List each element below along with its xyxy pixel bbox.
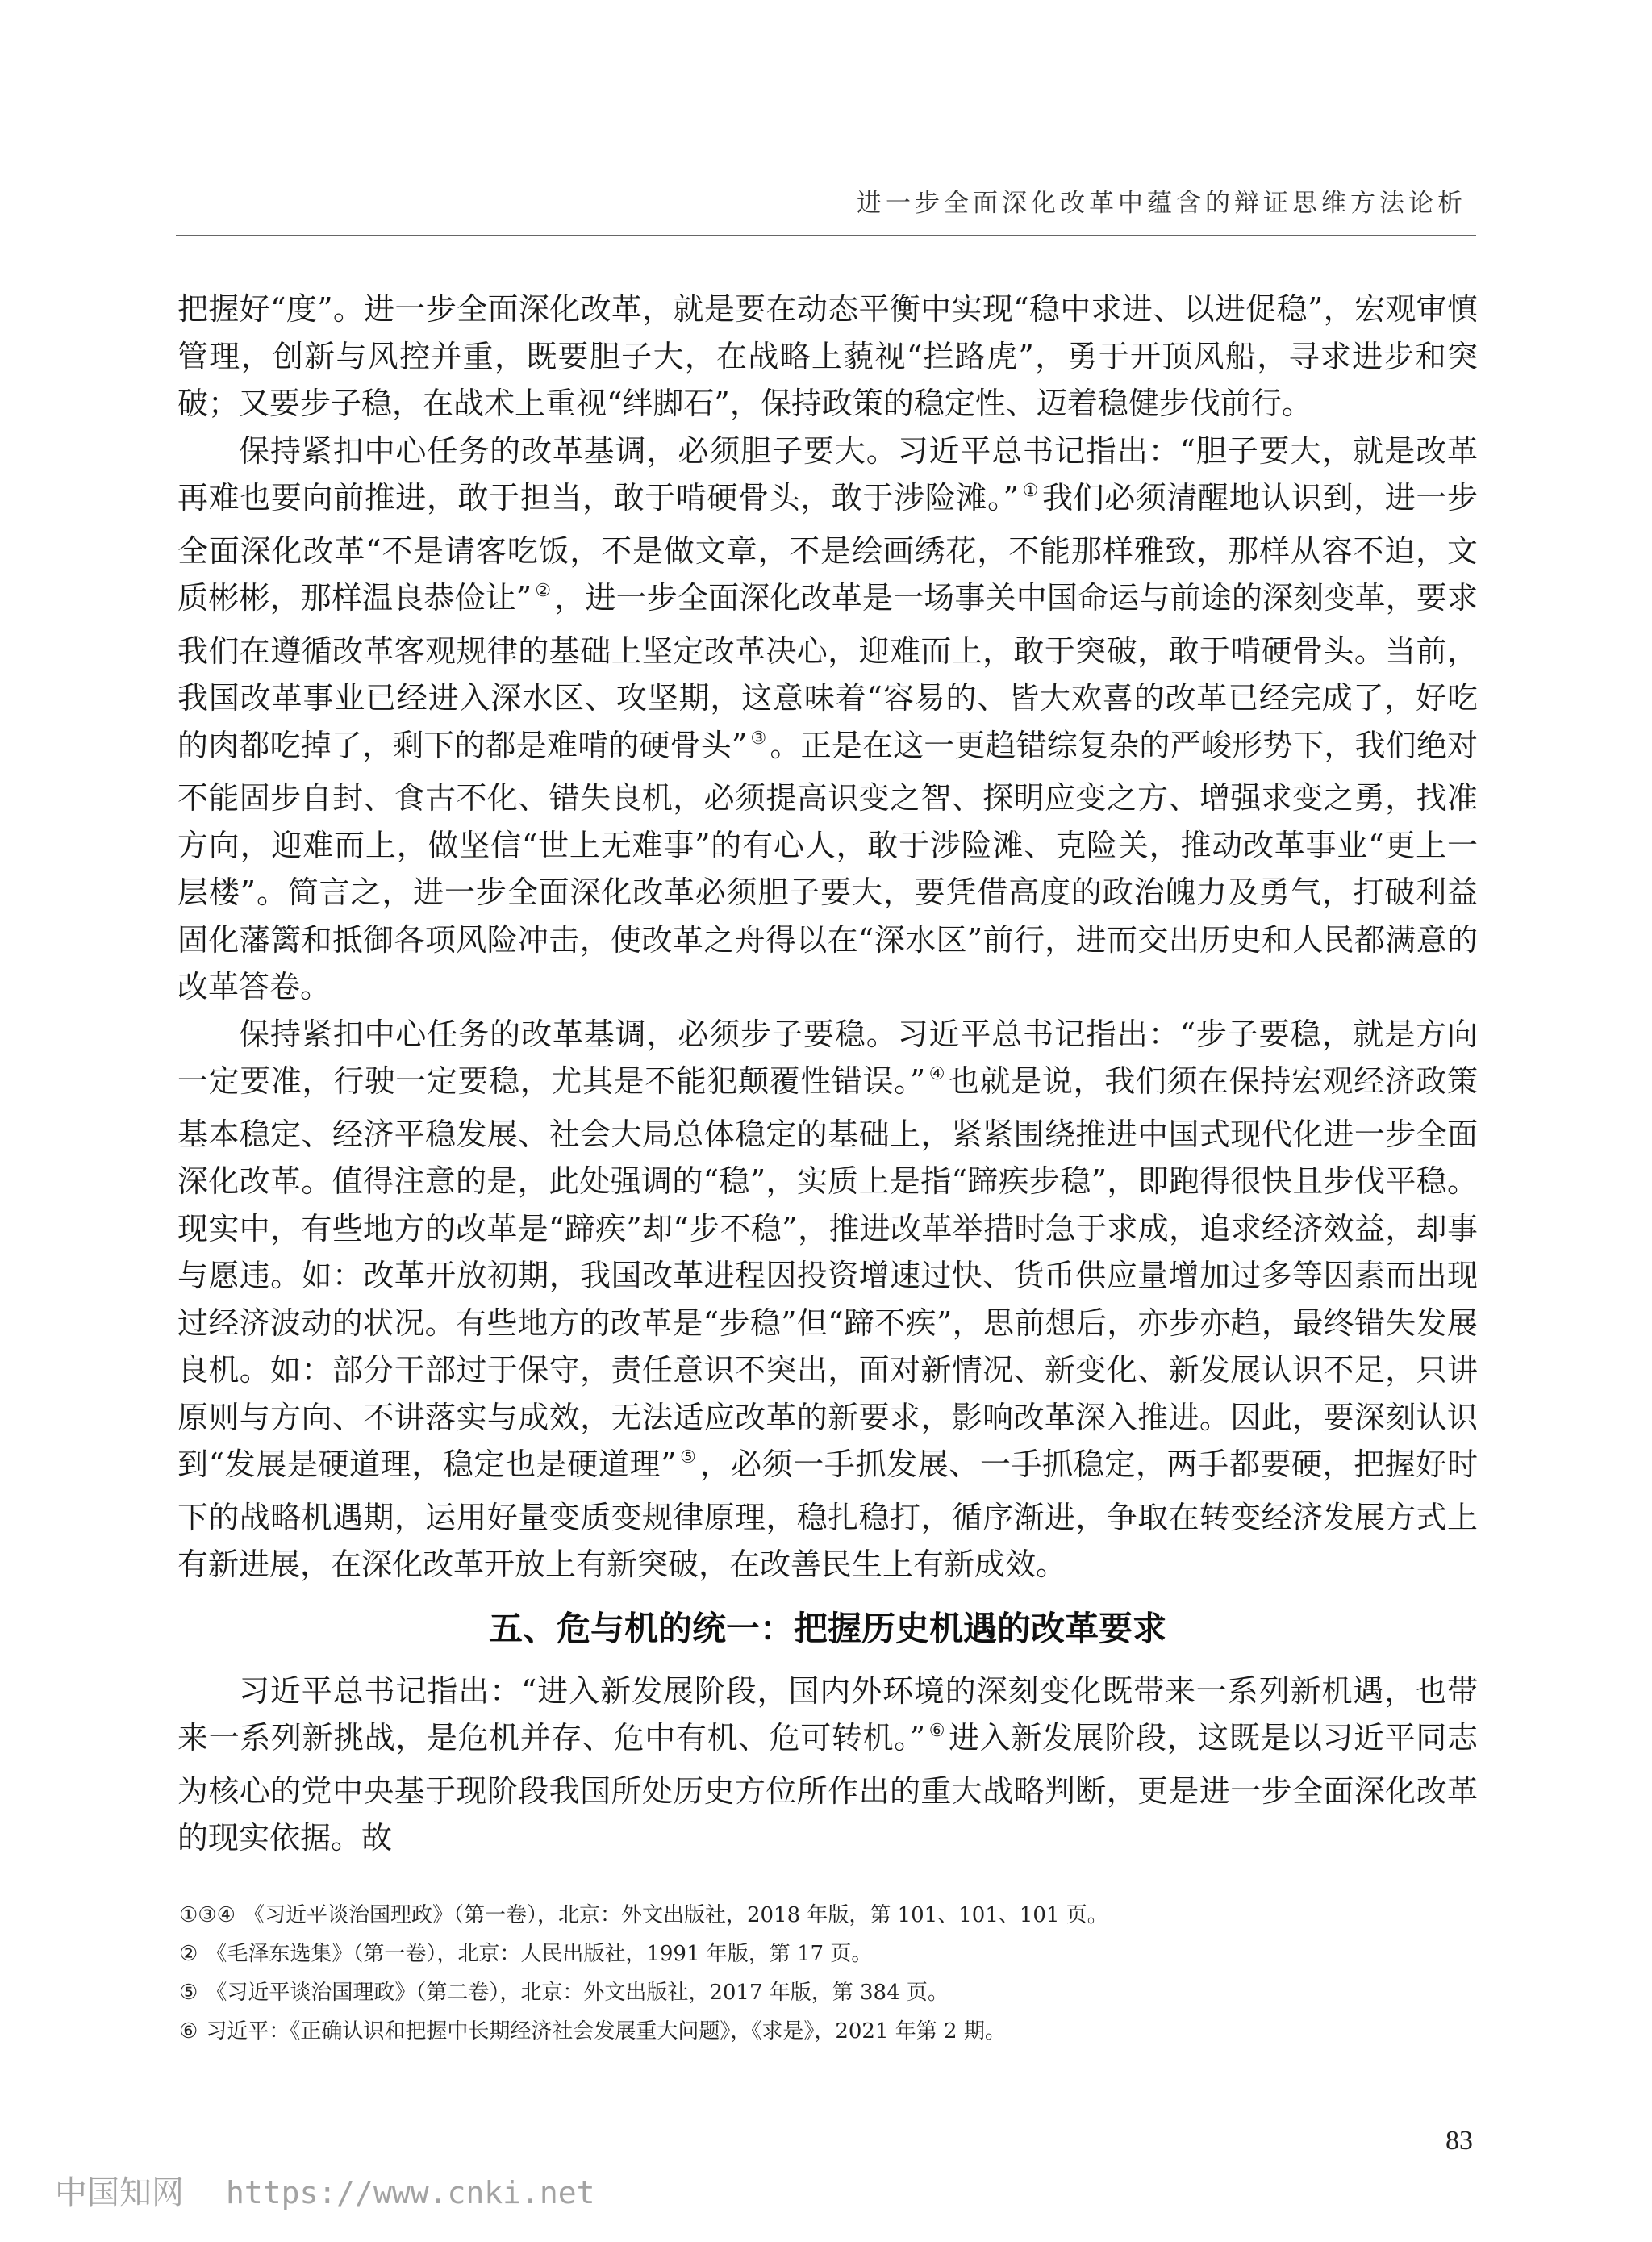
paragraph-2-text-c: ，进一步全面深化改革是一场事关中国命运与前途的深刻变革，要求我们在遵循改革客观规律的基础上坚定改革决心，迎难而上，敢于突破，敢于啃硬骨头。当前，我国改革事业已经进入深水区、攻坚期，这意味着“容易的、皆大欢喜的改革已经完成了，好吃的肉都吃掉了，剩下的都是难啃的硬骨头” (177, 580, 1478, 763)
footnote-item (179, 1896, 1470, 1935)
running-header: 进一步全面深化改革中蕴含的辩证思维方法论析 (857, 189, 1466, 218)
paragraph-3 (177, 1011, 1478, 1589)
watermark-url[interactable]: https://www.cnki.net (226, 2175, 595, 2211)
paragraph-4 (177, 1668, 1478, 1862)
paragraph-3-text-a: 保持紧扣中心任务的改革基调，必须步子要稳。习近平总书记指出：“步子要稳，就是方向一定要准，行驶一定要稳，尤其是不能犯颠覆性错误。” (177, 1016, 1478, 1099)
footnote-ref-2[interactable]: ② (535, 581, 552, 601)
footnote-text: 《习近平谈治国理政》（第一卷），北京：外文出版社，2018 年版，第 101、101、101 页。 (243, 1903, 1108, 1927)
footnote-mark: ⑤ (179, 1981, 198, 2005)
footnote-ref-1[interactable]: ① (1022, 481, 1039, 501)
article-body (177, 286, 1478, 1862)
paragraph-1 (177, 286, 1478, 428)
cnki-watermark (55, 2167, 595, 2213)
footnote-mark: ⑥ (179, 2019, 198, 2044)
footnote-text: 习近平：《正确认识和把握中长期经济社会发展重大问题》，《求是》，2021 年第 2 期。 (206, 2019, 1006, 2044)
footnote-ref-4[interactable]: ④ (928, 1064, 946, 1084)
paragraph-2-text-b: 我们必须清醒地认识到，进一步全面深化改革“不是请客吃饭，不是做文章，不是绘画绣花，不能那样雅致，那样从容不迫，文质彬彬，那样温良恭俭让” (177, 480, 1478, 616)
footnote-ref-5[interactable]: ⑤ (679, 1447, 697, 1468)
paragraph-3-text-c: ，必须一手抓发展、一手抓稳定，两手都要硬，把握好时下的战略机遇期，运用好量变质变规律原理，稳扎稳打，循序渐进，争取在转变经济发展方式上有新进展，在深化改革开放上有新突破，在改善民生上有新成效。 (177, 1447, 1478, 1582)
footnote-mark: ①③④ (179, 1903, 236, 1927)
paragraph-2 (177, 428, 1478, 1011)
page-number: 83 (1446, 2126, 1473, 2156)
paragraph-4-text-a: 习近平总书记指出：“进入新发展阶段，国内外环境的深刻变化既带来一系列新机遇，也带来一系列新挑战，是危机并存、危中有机、危可转机。” (177, 1672, 1478, 1756)
paragraph-3-text-b: 也就是说，我们须在保持宏观经济政策基本稳定、经济平稳发展、社会大局总体稳定的基础上，紧紧围绕推进中国式现代化进一步全面深化改革。值得注意的是，此处强调的“稳”，实质上是指“蹄疾步稳”，即跑得很快且步伐平稳。现实中，有些地方的改革是“蹄疾”却“步不稳”，推进改革举措时急于求成，追求经济效益，却事与愿违。如：改革开放初期，我国改革进程因投资增速过快、货币供应量增加过多等因素而出现过经济波动的状况。有些地方的改革是“步稳”但“蹄不疾”，思前想后，亦步亦趋，最终错失发展良机。如：部分干部过于保守，责任意识不突出，面对新情况、新变化、新发展认识不足，只讲原则与方向、不讲落实与成效，无法适应改革的新要求，影响改革深入推进。因此，要深刻认识到“发展是硬道理，稳定也是硬道理” (177, 1063, 1478, 1482)
footnote-item (179, 2012, 1470, 2051)
section-heading: 五、危与机的统一：把握历史机遇的改革要求 (488, 1608, 1166, 1648)
paragraph-2-text-d: 。正是在这一更趋错综复杂的严峻形势下，我们绝对不能固步自封、食古不化、错失良机，必须提高识变之智、探明应变之方、增强求变之勇，找准方向，迎难而上，做坚信“世上无难事”的有心人，敢于涉险滩、克险关，推动改革事业“更上一层楼”。简言之，进一步全面深化改革必须胆子要大，要凭借高度的政治魄力及勇气，打破利益固化藩篱和抵御各项风险冲击，使改革之舟得以在“深水区”前行，进而交出历史和人民都满意的改革答卷。 (177, 727, 1478, 1004)
footnote-text: 《习近平谈治国理政》（第二卷），北京：外文出版社，2017 年版，第 384 页。 (206, 1981, 949, 2005)
footnotes (179, 1896, 1470, 2051)
footnote-item (179, 1973, 1470, 2012)
paragraph-1-text: 把握好“度”。进一步全面深化改革，就是要在动态平衡中实现“稳中求进、以进促稳”，宏观审慎管理，创新与风控并重，既要胆子大，在战略上藐视“拦路虎”，勇于开顶风船，寻求进步和突破；又要步子稳，在战术上重视“绊脚石”，保持政策的稳定性、迈着稳健步伐前行。 (177, 291, 1478, 421)
paragraph-4-text-b: 进入新发展阶段，这既是以习近平同志为核心的党中央基于现阶段我国所处历史方位所作出的重大战略判断，更是进一步全面深化改革的现实依据。故 (177, 1720, 1478, 1856)
footnote-ref-6[interactable]: ⑥ (928, 1721, 946, 1741)
header-divider (176, 235, 1476, 236)
footnote-item (179, 1935, 1470, 1973)
footnote-text: 《毛泽东选集》（第一卷），北京：人民出版社，1991 年版，第 17 页。 (206, 1942, 873, 1966)
watermark-name: 中国知网 (55, 2174, 184, 2211)
paragraph-2-text-a: 保持紧扣中心任务的改革基调，必须胆子要大。习近平总书记指出：“胆子要大，就是改革再难也要向前推进，敢于担当，敢于啃硬骨头，敢于涉险滩。” (177, 432, 1478, 516)
footnote-ref-3[interactable]: ③ (750, 728, 767, 749)
footnote-mark: ② (179, 1942, 198, 1966)
